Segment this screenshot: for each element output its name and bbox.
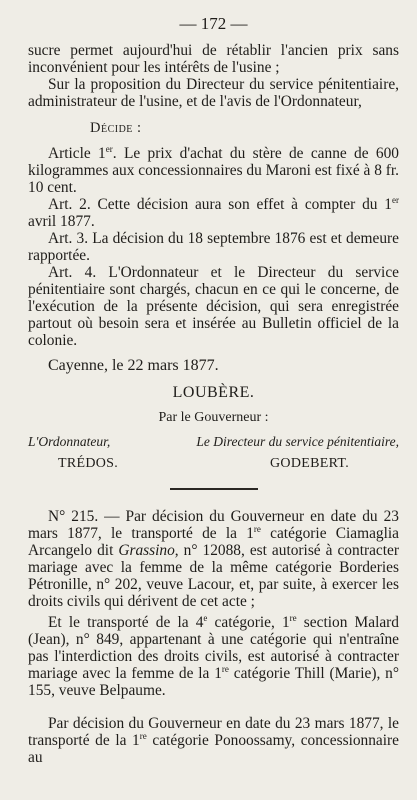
article-1-sup: er: [105, 143, 113, 154]
ordonnateur-title: L'Ordonnateur,: [28, 434, 111, 449]
text-b: catégorie Ponoossamy, concessionnaire au: [28, 732, 399, 766]
par-le-gouverneur: Par le Gouverneur :: [158, 410, 269, 425]
article-2-text: Art. 2. Cette décision aura son effet à compter du 1: [48, 196, 392, 213]
text-a: N° 215. — Par décision du Gouverneur en date du 23 mars 1877, le transporté de la 1: [28, 508, 399, 542]
sup: re: [139, 730, 147, 741]
sup: re: [253, 523, 261, 534]
article-3: Art. 3. La décision du 18 septembre 1876 est et demeure rapportée.: [28, 230, 399, 264]
sup: re: [289, 612, 297, 623]
place-date: Cayenne, le 22 mars 1877.: [48, 357, 219, 374]
signer-name: LOUBÈRE.: [172, 384, 255, 401]
text-b: catégorie Ciamaglia Arcangelo dit: [28, 525, 400, 559]
article-2-sup: er: [392, 194, 399, 205]
decide-heading: Décide :: [90, 120, 142, 136]
text-d: catégorie Thill (Marie), n° 155, veuve Belpaume.: [28, 665, 399, 699]
sup: re: [221, 663, 229, 674]
article-2: [28, 196, 399, 230]
article-1-text: Article 1: [48, 145, 106, 162]
text-a: Et le transporté de la 4: [48, 614, 204, 631]
section-divider: [170, 488, 258, 490]
text-a: Par décision du Gouverneur en date du 23 mars 1877, le transporté de la 1: [28, 715, 399, 749]
paragraph-proposition: Sur la proposition du Directeur du service pénitentiaire, administrateur de l'usine, et de l'avis de l'Ordonnateur,: [28, 76, 399, 110]
next-decision-paragraph: [28, 715, 399, 766]
article-1-rest: . Le prix d'achat du stère de canne de 600 kilogrammes aux concessionnaires du Maroni est fixé à 8 fr. 10 cent.: [28, 145, 399, 196]
decision-215-paragraph-2: [28, 614, 399, 699]
signer-names: [28, 456, 399, 472]
signer-titles: [28, 434, 399, 450]
directeur-title: Le Directeur du service pénitentiaire,: [196, 434, 399, 449]
spacer: [28, 699, 399, 715]
article-1: [28, 145, 399, 196]
text-b: catégorie, 1: [207, 614, 290, 631]
paragraph-sucre: sucre permet aujourd'hui de rétablir l'ancien prix sans inconvénient pour les intérêts de l'usine ;: [28, 42, 399, 76]
article-4: Art. 4. L'Ordonnateur et le Directeur du service pénitentiaire sont chargés, chacun en ce qui le concerne, de l'exécution de la présente décision, qui sera enregistrée partout où besoin sera et insérée au Bulletin officiel de la colonie.: [28, 264, 399, 349]
sup: e: [203, 612, 208, 623]
page-number: — 172 —: [179, 14, 248, 33]
italic-nickname: Grassino: [118, 542, 175, 559]
article-2-rest: avril 1877.: [28, 213, 95, 230]
directeur-name: GODEBERT.: [270, 456, 349, 471]
decision-215-paragraph-1: [28, 508, 399, 610]
text-c: section Malard (Jean), n° 849, appartenant à une catégorie qui n'entraîne pas l'interdiction des droits civils, est autorisé à contracter mariage avec la femme de la 1: [28, 614, 399, 682]
text-c: , n° 12088, est autorisé à contracter mariage avec la femme de la même catégorie Borderies Pétronille, n° 202, veuve Lacour, et, par suite, à exercer les droits civils qui dérivent de cet acte ;: [28, 542, 399, 610]
ordonnateur-name: TRÉDOS.: [58, 456, 119, 471]
